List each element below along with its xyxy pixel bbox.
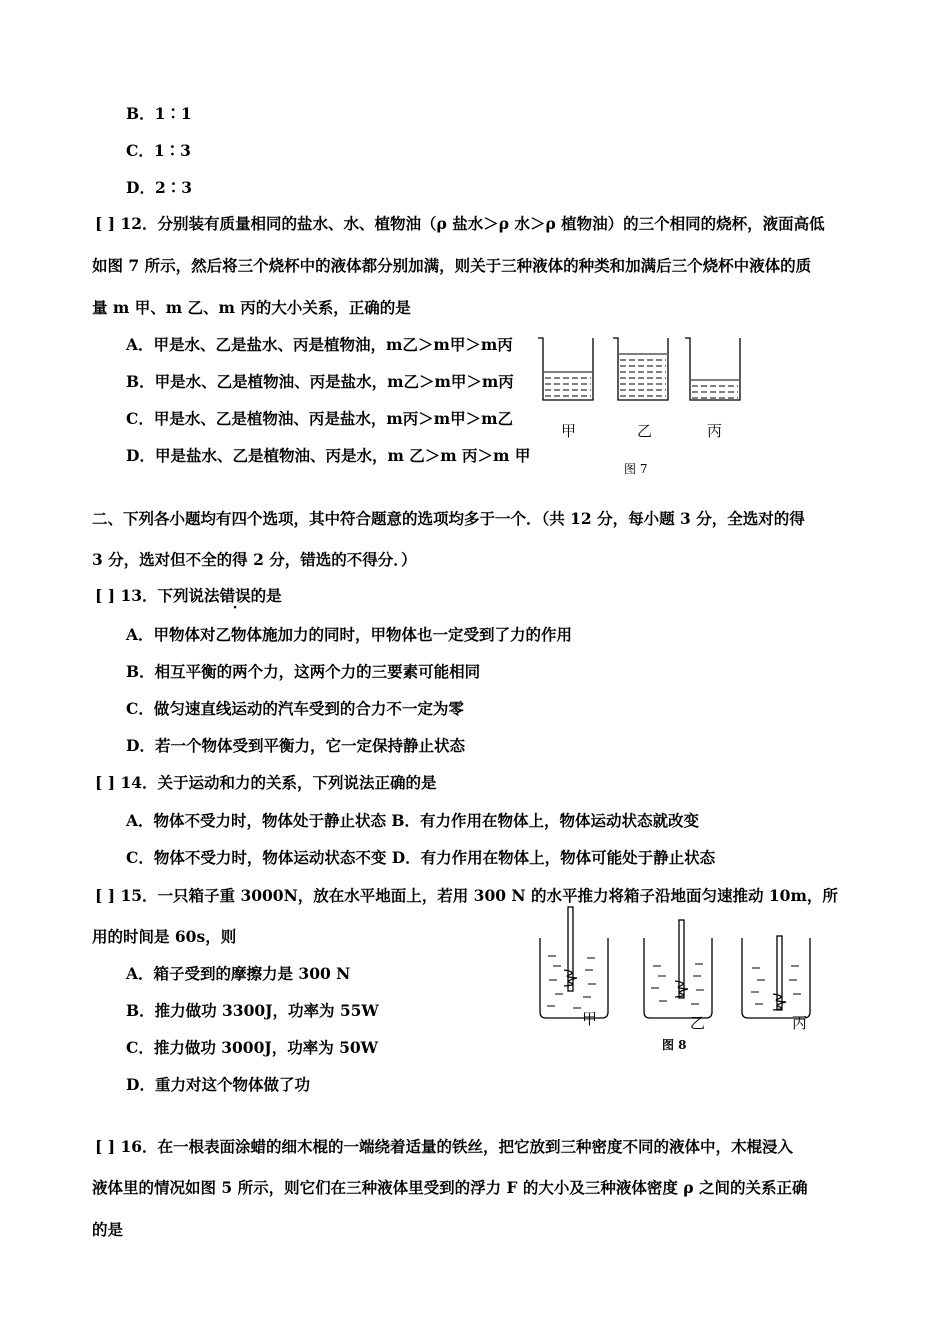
answer-bracket[interactable]: [ ] <box>95 214 116 233</box>
section-2-instructions-line1: 二、下列各小题均有四个选项，其中符合题意的选项均多于一个．（共 12 分，每小题 3 分，全选对的得 <box>92 509 805 528</box>
q16-stem-line1: [ ] 16．在一根表面涂蜡的细木棍的一端绕着适量的铁丝，把它放到三种密度不同的液体中，木棍浸入 <box>95 1137 794 1156</box>
figure-7-label-bing: 丙 <box>707 422 723 440</box>
q12-stem-line1: [ ] 12．分别装有质量相同的盐水、水、植物油（ρ 盐水＞ρ 水＞ρ 植物油）的三个相同的烧杯，液面高低 <box>95 214 825 233</box>
q11-option-d: D．2∶3 <box>126 178 193 197</box>
q12-option-d: D．甲是盐水、乙是植物油、丙是水，m 乙＞m 丙＞m 甲 <box>126 446 531 465</box>
figure-7-beakers <box>535 332 750 412</box>
q15-option-b: B．推力做功 3300J，功率为 55W <box>126 1001 379 1020</box>
figure-8-label-bing: 丙 <box>792 1014 808 1032</box>
q14-options-cd: C．物体不受力时，物体运动状态不变 D．有力作用在物体上，物体可能处于静止状态 <box>126 848 716 867</box>
q12-option-b: B．甲是水、乙是植物油、丙是盐水，m乙＞m甲＞m丙 <box>126 372 514 391</box>
figure-8-density-sticks <box>533 904 818 1026</box>
q15-stem-line1: [ ] 15．一只箱子重 3000N，放在水平地面上，若用 300 N 的水平推力将箱子沿地面匀速推动 10m，所 <box>95 886 838 905</box>
q16-stem-line3: 的是 <box>92 1220 124 1239</box>
section-2-instructions-line2: 3 分，选对但不全的得 2 分，错选的不得分．） <box>92 550 417 569</box>
q13-option-a: A．甲物体对乙物体施加力的同时，甲物体也一定受到了力的作用 <box>126 625 573 644</box>
q15-option-c: C．推力做功 3000J，功率为 50W <box>126 1038 379 1057</box>
q15-option-d: D．重力对这个物体做了功 <box>126 1075 310 1094</box>
figure-7-caption: 图 7 <box>624 462 648 476</box>
q12-option-c: C．甲是水、乙是植物油、丙是盐水，m丙＞m甲＞m乙 <box>126 409 514 428</box>
figure-7-label-jia: 甲 <box>561 422 577 440</box>
q14-options-ab: A．物体不受力时，物体处于静止状态 B．有力作用在物体上，物体运动状态就改变 <box>126 811 700 830</box>
emphasis-text: 错误 <box>219 586 251 605</box>
figure-8-label-yi: 乙 <box>690 1014 706 1032</box>
q14-stem: [ ] 14．关于运动和力的关系，下列说法正确的是 <box>95 773 437 792</box>
figure-8-caption: 图 8 <box>662 1038 687 1052</box>
q15-stem-line2: 用的时间是 60s，则 <box>92 927 237 946</box>
q12-stem-line3: 量 m 甲、m 乙、m 丙的大小关系，正确的是 <box>92 298 411 317</box>
q16-stem-line2: 液体里的情况如图 5 所示，则它们在三种液体里受到的浮力 F 的大小及三种液体密度 ρ 之间的关系正确 <box>92 1178 808 1197</box>
q15-option-a: A．箱子受到的摩擦力是 300 N <box>126 964 351 983</box>
answer-bracket[interactable]: [ ] <box>95 586 116 605</box>
q11-option-c: C．1∶3 <box>126 141 191 160</box>
q11-option-b: B．1∶1 <box>126 104 192 123</box>
figure-8-label-jia: 甲 <box>582 1010 598 1028</box>
q13-stem: [ ] 13．下列说法错误的是 <box>95 586 282 605</box>
figure-7-label-yi: 乙 <box>637 422 653 440</box>
q13-option-d: D．若一个物体受到平衡力，它一定保持静止状态 <box>126 736 465 755</box>
q13-option-c: C．做匀速直线运动的汽车受到的合力不一定为零 <box>126 699 464 718</box>
answer-bracket[interactable]: [ ] <box>95 1137 116 1156</box>
q12-stem-line2: 如图 7 所示，然后将三个烧杯中的液体都分别加满，则关于三种液体的种类和加满后三个烧杯中液体的质 <box>92 256 812 275</box>
q13-option-b: B．相互平衡的两个力，这两个力的三要素可能相同 <box>126 662 481 681</box>
q12-option-a: A．甲是水、乙是盐水、丙是植物油，m乙＞m甲＞m丙 <box>126 335 513 354</box>
answer-bracket[interactable]: [ ] <box>95 773 116 792</box>
answer-bracket[interactable]: [ ] <box>95 886 116 905</box>
